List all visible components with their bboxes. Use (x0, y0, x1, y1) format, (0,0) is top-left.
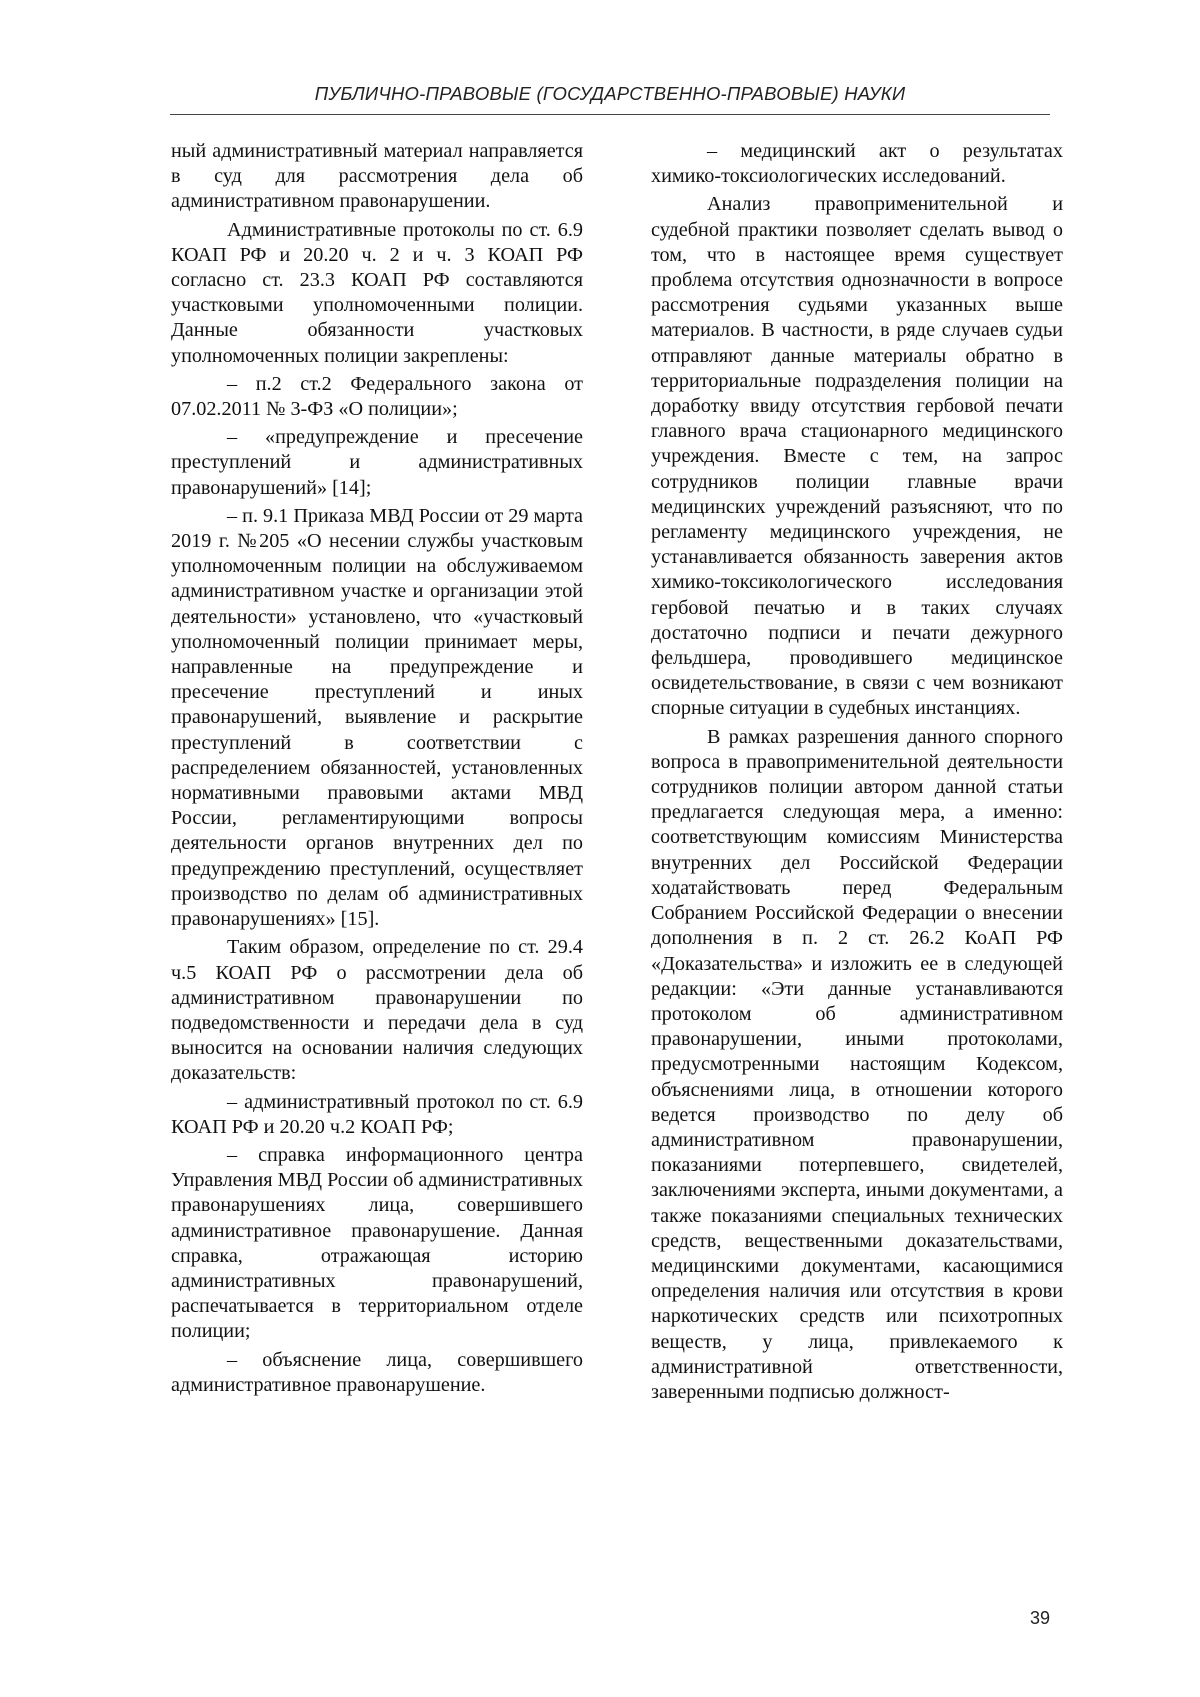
left-text-column (171, 139, 583, 1401)
list-item: – п.2 ст.2 Федерального закона от 07.02.2011 № 3-ФЗ «О полиции»; (171, 372, 583, 422)
list-item: – справка информационного центра Управления МВД России об административных правонарушениях лица, совершившего административное правонарушение. Данная справка, отражающая историю административных правонарушений, распечатывается в территориальном отделе полиции; (171, 1143, 583, 1345)
right-text-column (651, 139, 1063, 1408)
list-item: – административный протокол по ст. 6.9 КОАП РФ и 20.20 ч.2 КОАП РФ; (171, 1090, 583, 1140)
list-item: – «предупреждение и пресечение преступлений и административных правонарушений» [14]; (171, 425, 583, 501)
list-item: – объяснение лица, совершившего административное правонарушение. (171, 1348, 583, 1398)
header-divider (170, 114, 1050, 115)
list-item: – п. 9.1 Приказа МВД России от 29 марта 2019 г. №205 «О несении службы участковым уполномоченным полиции на обслуживаемом административном участке и организации этой деятельности» установлено, что «участковый уполномоченный полиции принимает меры, направленные на предупреждение и пресечение преступлений и иных правонарушений, выявление и раскрытие преступлений в соответствии с распределением обязанностей, установленных нормативными правовыми актами МВД России, регламентирующими вопросы деятельности органов внутренних дел по предупреждению преступлений, осуществляет производство по делам об административных правонарушениях» [15]. (171, 504, 583, 932)
running-header-title: ПУБЛИЧНО-ПРАВОВЫЕ (ГОСУДАРСТВЕННО-ПРАВОВЫЕ) НАУКИ (170, 83, 1050, 105)
paragraph: В рамках разрешения данного спорного вопроса в правоприменительной деятельности сотрудников полиции автором данной статьи предлагается следующая мера, а именно: соответствующим комиссиям Министерства внутренних дел Российской Федерации ходатайствовать перед Федеральным Собранием Российской Федерации о внесении дополнения в п. 2 ст. 26.2 КоАП РФ «Доказательства» и изложить ее в следующей редакции: «Эти данные устанавливаются протоколом об административном правонарушении, иными протоколами, предусмотренными настоящим Кодексом, объяснениями лица, в отношении которого ведется производство по делу об административном правонарушении, показаниями потерпевшего, свидетелей, заключениями эксперта, иными документами, а также показаниями специальных технических средств, вещественными доказательствами, медицинскими документами, касающимися определения наличия или отсутствия в крови наркотических средств или психотропных веществ, у лица, привлекаемого к административной ответственности, заверенными подписью должност- (651, 725, 1063, 1405)
paragraph: Анализ правоприменительной и судебной практики позволяет сделать вывод о том, что в настоящее время существует проблема отсутствия однозначности в вопросе рассмотрения судьями указанных выше материалов. В частности, в ряде случаев судьи отправляют данные материалы обратно в территориальные подразделения полиции на доработку ввиду отсутствия гербовой печати главного врача стационарного медицинского учреждения. Вместе с тем, на запрос сотрудников полиции главные врачи медицинских учреждений разъясняют, что по регламенту медицинского учреждения, не устанавливается обязанность заверения актов химико-токсикологического исследования гербовой печатью и в таких случаях достаточно подписи и печати дежурного фельдшера, проводившего медицинское освидетельствование, в связи с чем возникают спорные ситуации в судебных инстанциях. (651, 192, 1063, 721)
list-item: – медицинский акт о результатах химико-токсиологических исследований. (651, 139, 1063, 189)
paragraph: Административные протоколы по ст. 6.9 КОАП РФ и 20.20 ч. 2 и ч. 3 КОАП РФ согласно ст. 23.3 КОАП РФ составляются участковыми уполномоченными полиции. Данные обязанности участковых уполномоченных полиции закреплены: (171, 218, 583, 369)
page-number: 39 (1030, 1608, 1050, 1629)
paragraph: Таким образом, определение по ст. 29.4 ч.5 КОАП РФ о рассмотрении дела об административном правонарушении по подведомственности и передачи дела в суд выносится на основании наличия следующих доказательств: (171, 935, 583, 1086)
paragraph: ный административный материал направляется в суд для рассмотрения дела об административном правонарушении. (171, 139, 583, 215)
